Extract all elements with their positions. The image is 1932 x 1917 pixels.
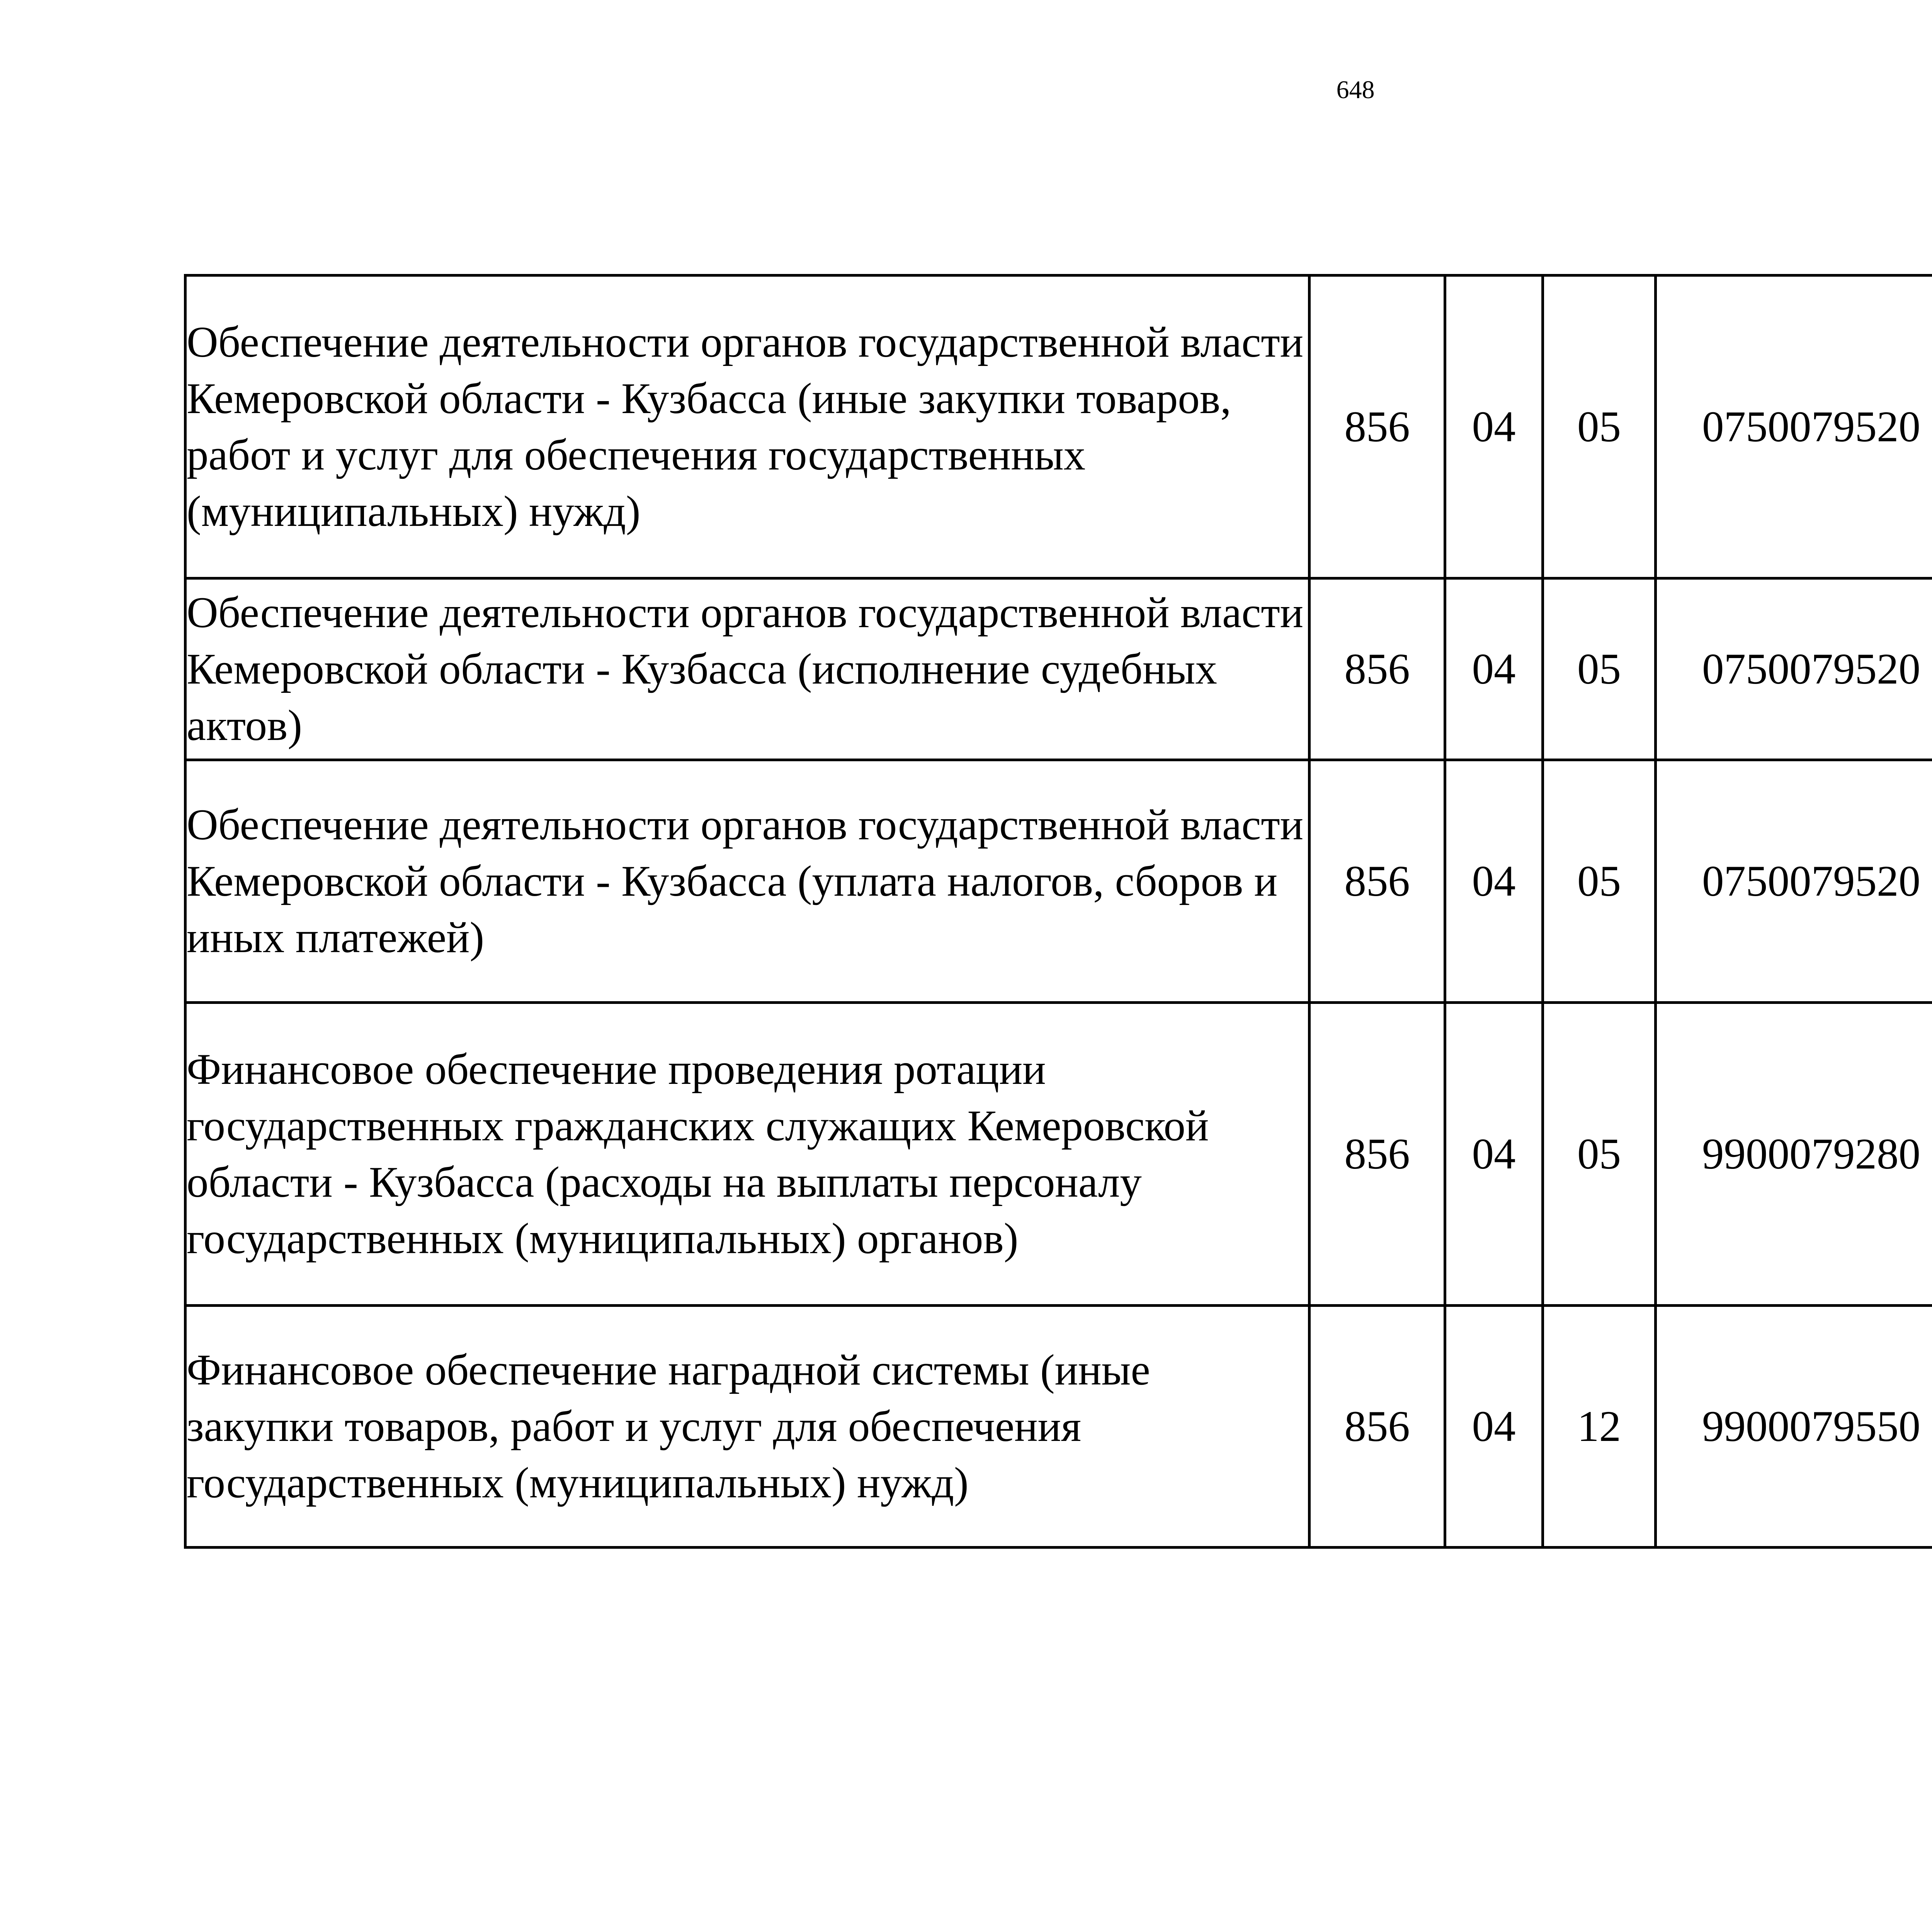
subsection-code: 05 xyxy=(1543,1003,1656,1306)
ministry-code: 856 xyxy=(1310,1003,1445,1306)
subsection-code: 05 xyxy=(1543,578,1656,760)
section-code: 04 xyxy=(1445,1306,1543,1548)
page-number: 648 xyxy=(1336,76,1375,104)
ministry-code: 856 xyxy=(1310,578,1445,760)
section-code: 04 xyxy=(1445,276,1543,578)
ministry-code: 856 xyxy=(1310,276,1445,578)
target-article-code: 9900079280 xyxy=(1656,1003,1932,1306)
ministry-code: 856 xyxy=(1310,1306,1445,1548)
table-row xyxy=(185,578,1932,760)
budget-table xyxy=(184,274,1932,1549)
target-article-code: 0750079520 xyxy=(1656,760,1932,1003)
table-row xyxy=(185,276,1932,578)
subsection-code: 12 xyxy=(1543,1306,1656,1548)
table-row xyxy=(185,1003,1932,1306)
table-row xyxy=(185,760,1932,1003)
section-code: 04 xyxy=(1445,1003,1543,1306)
expense-description: Обеспечение деятельности органов государственной власти Кемеровской области - Кузбасса (исполнение судебных актов) xyxy=(185,578,1310,760)
section-code: 04 xyxy=(1445,760,1543,1003)
target-article-code: 0750079520 xyxy=(1656,276,1932,578)
expense-description: Обеспечение деятельности органов государственной власти Кемеровской области - Кузбасса (уплата налогов, сборов и иных платежей) xyxy=(185,760,1310,1003)
subsection-code: 05 xyxy=(1543,276,1656,578)
ministry-code: 856 xyxy=(1310,760,1445,1003)
expense-description: Финансовое обеспечение проведения ротации государственных гражданских служащих Кемеровской области - Кузбасса (расходы на выплаты персоналу государственных (муниципальных) органов) xyxy=(185,1003,1310,1306)
target-article-code: 9900079550 xyxy=(1656,1306,1932,1548)
expense-description: Обеспечение деятельности органов государственной власти Кемеровской области - Кузбасса (иные закупки товаров, работ и услуг для обеспечения государственных (муниципальных) нужд) xyxy=(185,276,1310,578)
section-code: 04 xyxy=(1445,578,1543,760)
expense-description: Финансовое обеспечение наградной системы (иные закупки товаров, работ и услуг для обеспечения государственных (муниципальных) нужд) xyxy=(185,1306,1310,1548)
target-article-code: 0750079520 xyxy=(1656,578,1932,760)
table-row xyxy=(185,1306,1932,1548)
subsection-code: 05 xyxy=(1543,760,1656,1003)
